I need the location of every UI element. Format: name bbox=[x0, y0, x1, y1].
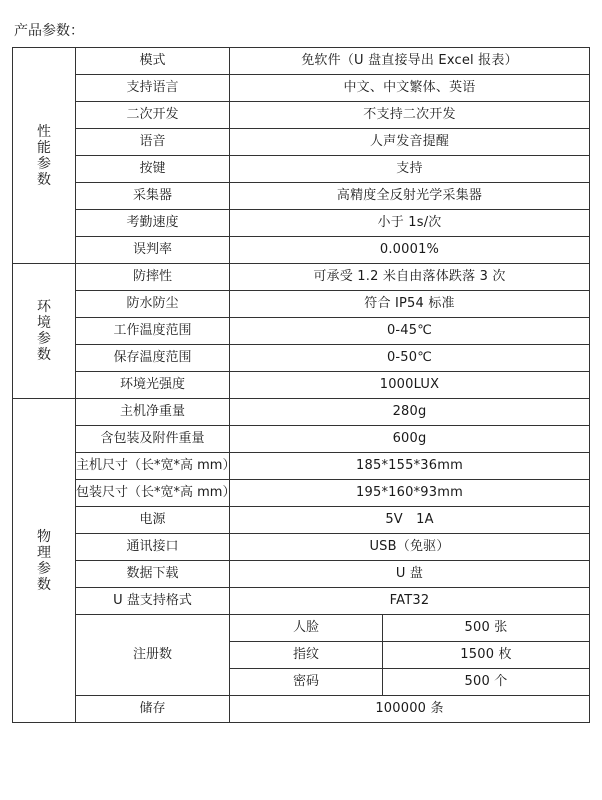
param-value: 小于 1s/次 bbox=[230, 210, 590, 237]
param-name: 采集器 bbox=[76, 183, 230, 210]
table-row bbox=[13, 75, 590, 102]
param-value: FAT32 bbox=[230, 588, 590, 615]
param-value: 600g bbox=[230, 426, 590, 453]
table-row bbox=[13, 453, 590, 480]
param-name: 主机尺寸（长*宽*高 mm） bbox=[76, 453, 230, 480]
param-value: 5V 1A bbox=[230, 507, 590, 534]
param-name: 主机净重量 bbox=[76, 399, 230, 426]
param-value: 195*160*93mm bbox=[230, 480, 590, 507]
param-value: 支持 bbox=[230, 156, 590, 183]
table-row bbox=[13, 129, 590, 156]
param-name: 通讯接口 bbox=[76, 534, 230, 561]
table-row bbox=[13, 264, 590, 291]
param-name: 语音 bbox=[76, 129, 230, 156]
table-row bbox=[13, 615, 590, 642]
param-name: 按键 bbox=[76, 156, 230, 183]
table-row bbox=[13, 480, 590, 507]
param-name: U 盘支持格式 bbox=[76, 588, 230, 615]
section-heading: 产品参数： bbox=[14, 23, 84, 39]
param-value: 0.0001% bbox=[230, 237, 590, 264]
table-row bbox=[13, 156, 590, 183]
param-value: 符合 IP54 标准 bbox=[230, 291, 590, 318]
table-row bbox=[13, 399, 590, 426]
category-physical: 物 理 参 数 bbox=[13, 399, 76, 723]
param-value: USB（免驱） bbox=[230, 534, 590, 561]
registration-type: 人脸 bbox=[230, 615, 383, 642]
param-value: 100000 条 bbox=[230, 696, 590, 723]
param-value: 人声发音提醒 bbox=[230, 129, 590, 156]
param-name: 数据下载 bbox=[76, 561, 230, 588]
param-name: 包装尺寸（长*宽*高 mm） bbox=[76, 480, 230, 507]
table-row bbox=[13, 426, 590, 453]
param-name: 含包装及附件重量 bbox=[76, 426, 230, 453]
param-name: 考勤速度 bbox=[76, 210, 230, 237]
param-value: 0-50℃ bbox=[230, 345, 590, 372]
table-row bbox=[13, 696, 590, 723]
param-name: 模式 bbox=[76, 48, 230, 75]
param-name: 电源 bbox=[76, 507, 230, 534]
registration-type: 密码 bbox=[230, 669, 383, 696]
table-row bbox=[13, 534, 590, 561]
param-name: 误判率 bbox=[76, 237, 230, 264]
registration-label: 注册数 bbox=[76, 615, 230, 696]
param-value: 中文、中文繁体、英语 bbox=[230, 75, 590, 102]
table-row bbox=[13, 291, 590, 318]
category-environment: 环 境 参 数 bbox=[13, 264, 76, 399]
param-value: 免软件（U 盘直接导出 Excel 报表） bbox=[230, 48, 590, 75]
table-row bbox=[13, 102, 590, 129]
param-name: 环境光强度 bbox=[76, 372, 230, 399]
table-row bbox=[13, 210, 590, 237]
param-value: 可承受 1.2 米自由落体跌落 3 次 bbox=[230, 264, 590, 291]
param-name: 支持语言 bbox=[76, 75, 230, 102]
param-name: 防摔性 bbox=[76, 264, 230, 291]
category-performance: 性 能 参 数 bbox=[13, 48, 76, 264]
param-value: 1000LUX bbox=[230, 372, 590, 399]
param-name: 储存 bbox=[76, 696, 230, 723]
registration-type: 指纹 bbox=[230, 642, 383, 669]
table-row bbox=[13, 48, 590, 75]
param-value: 不支持二次开发 bbox=[230, 102, 590, 129]
table-row bbox=[13, 507, 590, 534]
param-name: 防水防尘 bbox=[76, 291, 230, 318]
table-row bbox=[13, 318, 590, 345]
param-value: 185*155*36mm bbox=[230, 453, 590, 480]
table-row bbox=[13, 345, 590, 372]
table-row bbox=[13, 561, 590, 588]
product-spec-table bbox=[12, 47, 590, 723]
param-value: 0-45℃ bbox=[230, 318, 590, 345]
param-name: 二次开发 bbox=[76, 102, 230, 129]
table-row bbox=[13, 237, 590, 264]
registration-value: 1500 枚 bbox=[383, 642, 590, 669]
registration-value: 500 个 bbox=[383, 669, 590, 696]
table-row bbox=[13, 588, 590, 615]
param-value: 280g bbox=[230, 399, 590, 426]
registration-value: 500 张 bbox=[383, 615, 590, 642]
param-name: 保存温度范围 bbox=[76, 345, 230, 372]
param-value: U 盘 bbox=[230, 561, 590, 588]
param-value: 高精度全反射光学采集器 bbox=[230, 183, 590, 210]
param-name: 工作温度范围 bbox=[76, 318, 230, 345]
table-row bbox=[13, 372, 590, 399]
table-row bbox=[13, 183, 590, 210]
